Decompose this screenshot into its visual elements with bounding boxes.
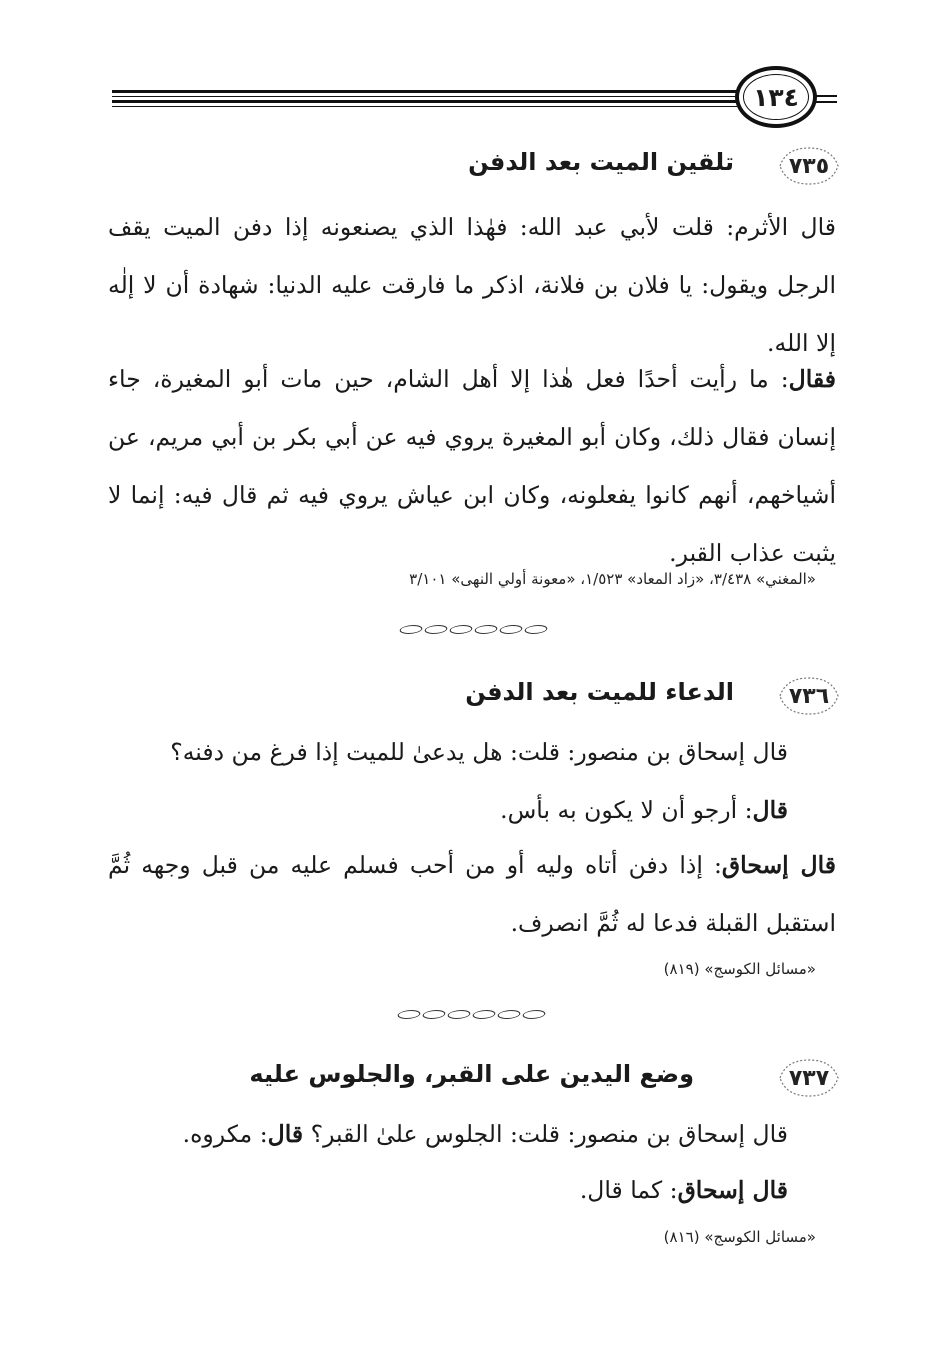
paragraph-line [500,796,788,824]
speaker-label: قال [752,796,788,824]
paragraph-text: : كما قال. [579,1176,678,1204]
section-title: وضع اليدين على القبر، والجلوس عليه [249,1060,694,1088]
paragraph: قال الأثرم: قلت لأبي عبد الله: فهٰذا الذي يصنعونه إذا دفن الميت يقف الرجل ويقول: يا فلان بن فلانة، اذكر ما فارقت عليه الدنيا: شهادة أن لا إلٰه إلا الله. [108,213,836,357]
speaker-label: قال [267,1120,304,1148]
paragraph-text: : أرجو أن لا يكون به بأس. [500,796,753,824]
page-number: ١٣٤ [735,66,817,128]
section-divider-ornament [398,1010,545,1019]
source-reference: «المغني» ٣/٤٣٨، «زاد المعاد» ١/٥٢٣، «معونة أولي النهى» ٣/١٠١ [409,570,816,588]
source-reference: «مسائل الكوسج» (٨١٩) [663,960,816,978]
section-title: تلقين الميت بعد الدفن [468,148,734,176]
paragraph-text: قال إسحاق بن منصور: قلت: الجلوس علىٰ القبر؟ [303,1120,788,1148]
section-number-badge [776,1056,842,1100]
section-divider-ornament [400,625,547,634]
paragraph-line: قال إسحاق بن منصور: قلت: هل يدعىٰ للميت إذا فرغ من دفنه؟ [170,738,788,766]
section-number: ٧٣٦ [788,683,830,709]
speaker-label: قال إسحاق [677,1176,788,1204]
header-rule [112,88,737,110]
paragraph-text: : ما رأيت أحدًا فعل هٰذا إلا أهل الشام، حين مات أبو المغيرة، جاء إنسان فقال ذلك، وكان أبو المغيرة يروي فيه عن أبي بكر بن أبي مريم، عن أشياخهم، أنهم كانوا يفعلونه، وكان ابن عياش يروي فيه ثم قال فيه: إنما لا يثبت عذاب القبر. [108,365,836,567]
paragraph [108,836,836,952]
source-reference: «مسائل الكوسج» (٨١٦) [663,1228,816,1246]
paragraph [108,350,836,582]
speaker-label: قال إسحاق [721,851,836,879]
section-number-badge [776,144,842,188]
paragraph-text: : إذا دفن أتاه وليه أو من أحب فسلم عليه من قبل وجهه ثُمَّ استقبل القبلة فدعا له ثُمَّ انصرف. [108,851,836,937]
header-rule-right [815,95,837,104]
section-number-badge [776,674,842,718]
section-heading-737 [112,1056,842,1104]
section-number: ٧٣٧ [788,1065,830,1091]
paragraph-line [183,1120,788,1148]
section-heading-736 [112,674,842,722]
section-heading-735 [112,144,842,192]
section-number: ٧٣٥ [788,153,830,179]
speaker-label: فقال [788,365,836,393]
paragraph-line [580,1176,788,1204]
paragraph-text: : مكروه. [182,1120,268,1148]
section-title: الدعاء للميت بعد الدفن [465,678,734,706]
